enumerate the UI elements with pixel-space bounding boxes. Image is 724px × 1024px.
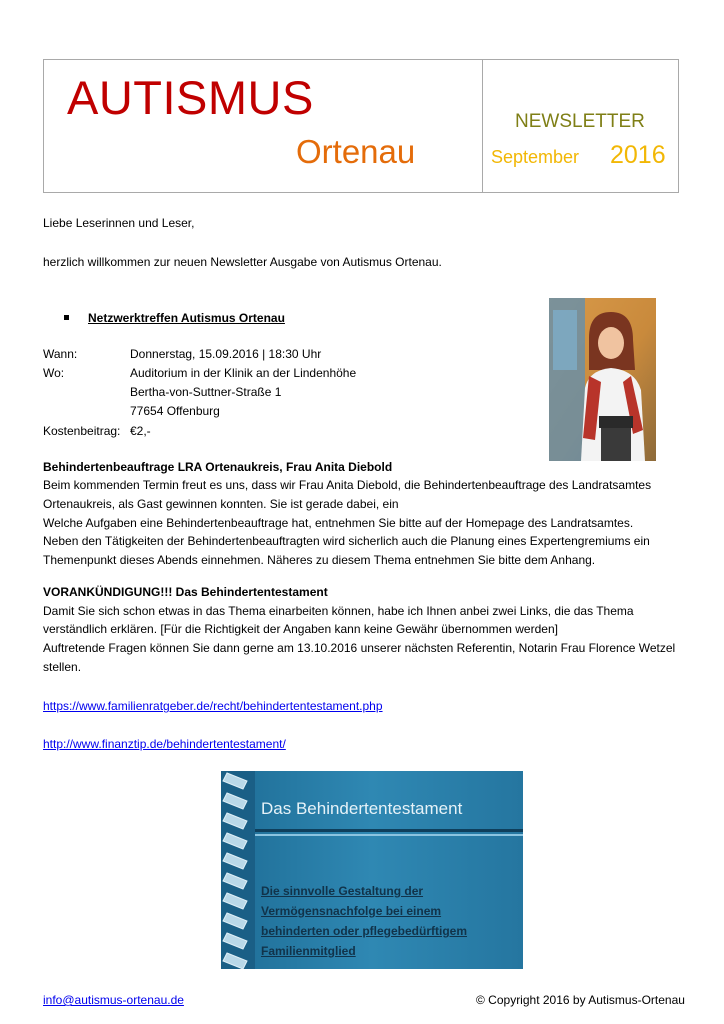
where-line: Bertha-von-Suttner-Straße 1	[130, 385, 282, 399]
link-familienratgeber[interactable]: https://www.familienratgeber.de/recht/behindertentestament.php	[43, 699, 383, 713]
slide-caption	[261, 881, 467, 961]
cost-label: Kostenbeitrag:	[43, 424, 121, 438]
paragraph-line: Auftretende Fragen können Sie dann gerne am 13.10.2016 unserer nächsten Referentin, Notarin Frau Florence Wetzel	[43, 641, 676, 655]
section-heading: VORANKÜNDIGUNG!!! Das Behindertentestament	[43, 585, 328, 599]
bullet-icon	[64, 315, 69, 320]
where-label: Wo:	[43, 366, 65, 380]
slide-image	[221, 771, 523, 969]
header-divider	[482, 59, 483, 193]
speaker-photo	[549, 298, 656, 461]
paragraph-line: Themenpunkt dieses Abends einnehmen. Näheres zu diesem Thema entnehmen Sie bitte dem Anhang.	[43, 553, 596, 567]
newsletter-label: NEWSLETTER	[515, 111, 645, 132]
slide-line: Die sinnvolle Gestaltung der	[261, 884, 424, 898]
brand-subtitle: Ortenau	[296, 133, 416, 170]
footer-email-link[interactable]: info@autismus-ortenau.de	[43, 993, 184, 1007]
section-heading: Behindertenbeauftrage LRA Ortenaukreis, Frau Anita Diebold	[43, 460, 393, 474]
where-line: Auditorium in der Klinik an der Lindenhöhe	[130, 366, 357, 380]
footer-copyright: © Copyright 2016 by Autismus-Ortenau	[476, 993, 685, 1007]
paragraph-line: verständlich erklären. [Für die Richtigkeit der Angaben kann keine Gewähr übernommen werden]	[43, 622, 558, 636]
when-label: Wann:	[43, 347, 78, 361]
slide-line: behinderten oder pflegebedürftigem	[261, 924, 468, 938]
slide-line: Vermögensnachfolge bei einem	[261, 904, 442, 918]
link-finanztip[interactable]: http://www.finanztip.de/behindertentestament/	[43, 737, 286, 751]
when-value: Donnerstag, 15.09.2016 | 18:30 Uhr	[130, 347, 322, 361]
brand-title: AUTISMUS	[67, 71, 314, 124]
event-heading: Netzwerktreffen Autismus Ortenau	[88, 311, 285, 325]
greeting: Liebe Leserinnen und Leser,	[43, 216, 195, 230]
newsletter-month: September	[491, 147, 580, 167]
slide-title: Das Behindertentestament	[261, 799, 463, 818]
paragraph-line: Damit Sie sich schon etwas in das Thema einarbeiten können, habe ich Ihnen anbei zwei Links, die das Thema	[43, 604, 634, 618]
paragraph-line: Beim kommenden Termin freut es uns, dass wir Frau Anita Diebold, die Behindertenbeauftrage des Landratsamtes	[43, 478, 652, 492]
welcome-text: herzlich willkommen zur neuen Newsletter Ausgabe von Autismus Ortenau.	[43, 255, 442, 269]
paragraph-line: Ortenaukreis, als Gast gewinnen konnten. Sie ist gerade dabei, ein	[43, 497, 399, 511]
paragraph-line: Welche Aufgaben eine Behindertenbeauftrage hat, entnehmen Sie bitte auf der Homepage des Landratsamtes.	[43, 516, 634, 530]
cost-value: €2,-	[130, 424, 151, 438]
slide-line: Familienmitglied	[261, 944, 356, 958]
paragraph-line: stellen.	[43, 660, 82, 674]
paragraph-line: Neben den Tätigkeiten der Behindertenbeauftragten wird sicherlich auch die Planung eines Expertengremiums ein	[43, 534, 650, 548]
newsletter-year: 2016	[610, 141, 666, 169]
where-line: 77654 Offenburg	[130, 404, 220, 418]
